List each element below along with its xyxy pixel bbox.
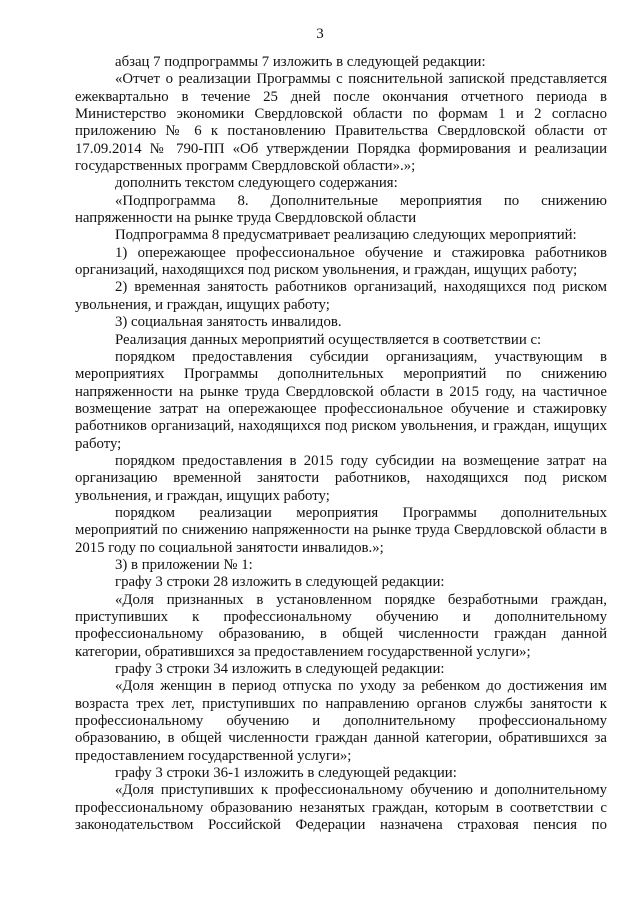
paragraph-report-quote: «Отчет о реализации Программы с пояснительной запиской представляется ежеквартально в течение 25 дней после окончания отчетного периода в Министерство экономики Свердловской области по формам 1 и 2 согласно приложению № 6 к постановлению Правительства Свердловской области от 17.09.2014 № 790-ПП «Об утверждении Порядка формирования и реализации государственных программ Свердловской области».»; bbox=[75, 71, 607, 175]
page-number: 3 bbox=[316, 26, 324, 42]
list-item-measure-3: 3) социальная занятость инвалидов. bbox=[115, 314, 342, 331]
list-item-measure-2: 2) временная занятость работников организаций, находящихся под риском увольнения, и граждан, ищущих работу; bbox=[75, 279, 607, 313]
paragraph-subprogram-8-measures: Подпрограмма 8 предусматривает реализацию следующих мероприятий: bbox=[115, 227, 577, 244]
paragraph-supplement-intro: дополнить текстом следующего содержания: bbox=[115, 175, 398, 192]
paragraph-row-34-quote: «Доля женщин в период отпуска по уходу за ребенком до достижения им возраста трех лет, приступивших по направлению органов службы занятости к профессиональному обучению и дополнительному профессиональному образованию, в общей численности граждан данной категории, обратившихся за предоставлением государственной услуги»; bbox=[75, 678, 607, 764]
paragraph-implementation: Реализация данных мероприятий осуществляется в соответствии с: bbox=[115, 331, 542, 348]
paragraph-row-36-1-quote: «Доля приступивших к профессиональному обучению и дополнительному профессиональному образованию незанятых граждан, которым в соответствии с законодательством Российской Федерации назначена страховая пенсия по bbox=[75, 782, 607, 834]
paragraph-row-34-intro: графу 3 строки 34 изложить в следующей редакции: bbox=[115, 661, 445, 678]
paragraph-row-28-quote: «Доля признанных в установленном порядке безработными граждан, приступивших к профессиональному обучению и дополнительному профессиональному образованию, в общей численности граждан данной категории, обратившихся за предоставлением государственной услуги»; bbox=[75, 591, 607, 660]
paragraph-row-36-1-intro: графу 3 строки 36-1 изложить в следующей редакции: bbox=[115, 765, 457, 782]
document-body bbox=[75, 54, 607, 834]
paragraph-row-28-intro: графу 3 строки 28 изложить в следующей редакции: bbox=[115, 574, 445, 591]
paragraph-procedure-2: порядком предоставления в 2015 году субсидии на возмещение затрат на организацию временной занятости работников, находящихся под риском увольнения, и граждан, ищущих работу; bbox=[75, 452, 607, 504]
paragraph-amendment-intro: абзац 7 подпрограммы 7 изложить в следующей редакции: bbox=[115, 54, 486, 70]
list-item-measure-1: 1) опережающее профессиональное обучение и стажировка работников организаций, находящихся под риском увольнения, и граждан, ищущих работу; bbox=[75, 244, 607, 279]
paragraph-subprogram-8-title: «Подпрограмма 8. Дополнительные мероприятия по снижению напряженности на рынке труда Свердловской области bbox=[75, 192, 607, 227]
paragraph-appendix-1: 3) в приложении № 1: bbox=[115, 556, 253, 573]
paragraph-procedure-3: порядком реализации мероприятия Программы дополнительных мероприятий по снижению напряженности на рынке труда Свердловской области в 2015 году по социальной занятости инвалидов.»; bbox=[75, 504, 607, 556]
paragraph-procedure-1: порядком предоставления субсидии организациям, участвующим в мероприятиях Программы дополнительных мероприятий по снижению напряженности на рынке труда Свердловской области в 2015 году, на частичное возмещение затрат на опережающее профессиональное обучение и стажировку работников организаций, находящихся под риском увольнения, и граждан, ищущих работу; bbox=[75, 348, 607, 452]
